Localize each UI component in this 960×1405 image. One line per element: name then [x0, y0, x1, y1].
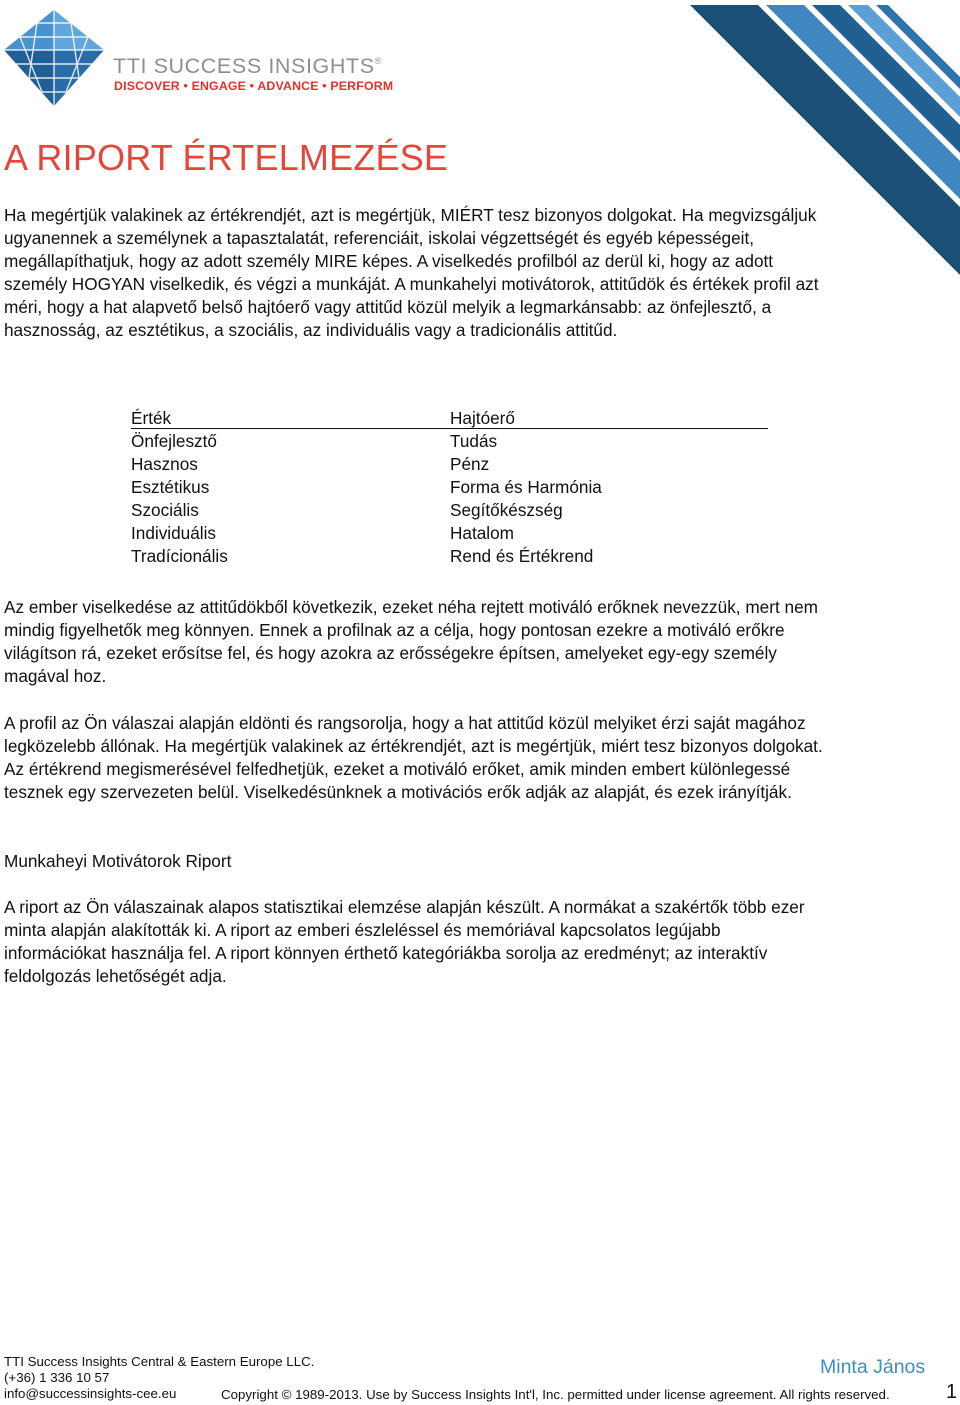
table-row: [131, 476, 771, 499]
driver-cell: Segítőkészség: [450, 500, 563, 521]
value-cell: Önfejlesztő: [131, 431, 217, 451]
values-table: [131, 407, 771, 569]
page-title: A RIPORT ÉRTELMEZÉSE: [4, 137, 449, 178]
table-row: [131, 453, 771, 476]
intro-paragraph: Ha megértjük valakinek az értékrendjét, azt is megértjük, MIÉRT tesz bizonyos dolgokat. Ha megvizsgáljuk ugyanennek a személynek a tapasztalatát, referenciáit, iskolai végzettségét és egyéb képességeit, megállapíthatjuk, hogy az adott személy MIRE képes. A viselkedés profilból az derül ki, hogy az adott személy HOGYAN viselkedik, és végzi a munkáját. A munkahelyi motivátorok, attitűdök és értékek profil azt méri, hogy a hat alapvető belső hajtóerő vagy attitűd közül melyik a legmarkánsabb: az önfejlesztő, a hasznosság, az esztétikus, a szociális, az individuális vagy a tradicionális attitűd.: [4, 205, 819, 341]
driver-cell: Tudás: [450, 431, 498, 451]
value-cell: Individuális: [131, 523, 217, 544]
footer-email: info@successinsights-cee.eu: [4, 1386, 177, 1401]
section-subheading: Munkaheyi Motivátorok Riport: [4, 851, 232, 871]
driver-cell: Hatalom: [450, 523, 514, 544]
table-row: [131, 545, 771, 568]
header-value: Érték: [131, 408, 172, 428]
value-cell: Tradícionális: [131, 546, 228, 567]
footer-person-name: Minta János: [820, 1356, 926, 1378]
header-driver: Hajtóerő: [450, 408, 515, 428]
values-table-header: [131, 407, 771, 430]
table-row: [131, 430, 771, 453]
brand-name: TTI SUCCESS INSIGHTS®: [113, 54, 382, 78]
behavior-paragraph: Az ember viselkedése az attitűdökből következik, ezeket néha rejtett motiváló erőknek nevezzük, mert nem mindig figyelhetők meg könnyen. Ennek a profilnak az a célja, hogy pontosan ezekre a motiváló erőkre világítson rá, ezeket erősítse fel, és hogy azokra az erősségekre építsen, amelyeket egy-egy személy magával hoz.: [4, 597, 818, 687]
table-row: [131, 522, 771, 545]
diamond-logo-icon: [2, 8, 107, 108]
brand-tagline: DISCOVER • ENGAGE • ADVANCE • PERFORM: [114, 79, 394, 93]
table-row: [131, 499, 771, 522]
profile-paragraph: A profil az Ön válaszai alapján eldönti és rangsorolja, hogy a hat attitűd közül melyiket érzi saját magához legközelebb állónak. Ha megértjük valakinek az értékrendjét, azt is megértjük, miért tesz bizonyos dolgokat. Az értékrend megismerésével felfedhetjük, ezeket a motiváló erőket, amik minden embert különlegessé tesznek egy szervezeten belül. Viselkedésünknek a motivációs erők adják az alapját, és ezek irányítják.: [4, 713, 823, 803]
footer-company: TTI Success Insights Central & Eastern Europe LLC.: [4, 1354, 315, 1369]
page-number: 1: [946, 1381, 958, 1403]
brand-logo: [2, 8, 402, 108]
header-underline: [131, 428, 768, 429]
driver-cell: Rend és Értékrend: [450, 546, 594, 567]
footer-phone: (+36) 1 336 10 57: [4, 1370, 110, 1385]
value-cell: Esztétikus: [131, 477, 210, 498]
driver-cell: Forma és Harmónia: [450, 477, 602, 498]
report-paragraph: A riport az Ön válaszainak alapos statisztikai elemzése alapján készült. A normákat a szakértők több ezer minta alapján alakították ki. A riport az emberi észleléssel és memóriával kapcsolatos legújabb információkat használja fel. A riport könnyen érthető kategóriákba sorolja az eredményt; az interaktív feldolgozás lehetőségét adja.: [4, 897, 805, 987]
footer-copyright: Copyright © 1989-2013. Use by Success Insights Int'l, Inc. permitted under license agreement. All rights reserved.: [221, 1387, 890, 1402]
value-cell: Hasznos: [131, 454, 198, 475]
value-cell: Szociális: [131, 500, 199, 521]
driver-cell: Pénz: [450, 454, 490, 475]
